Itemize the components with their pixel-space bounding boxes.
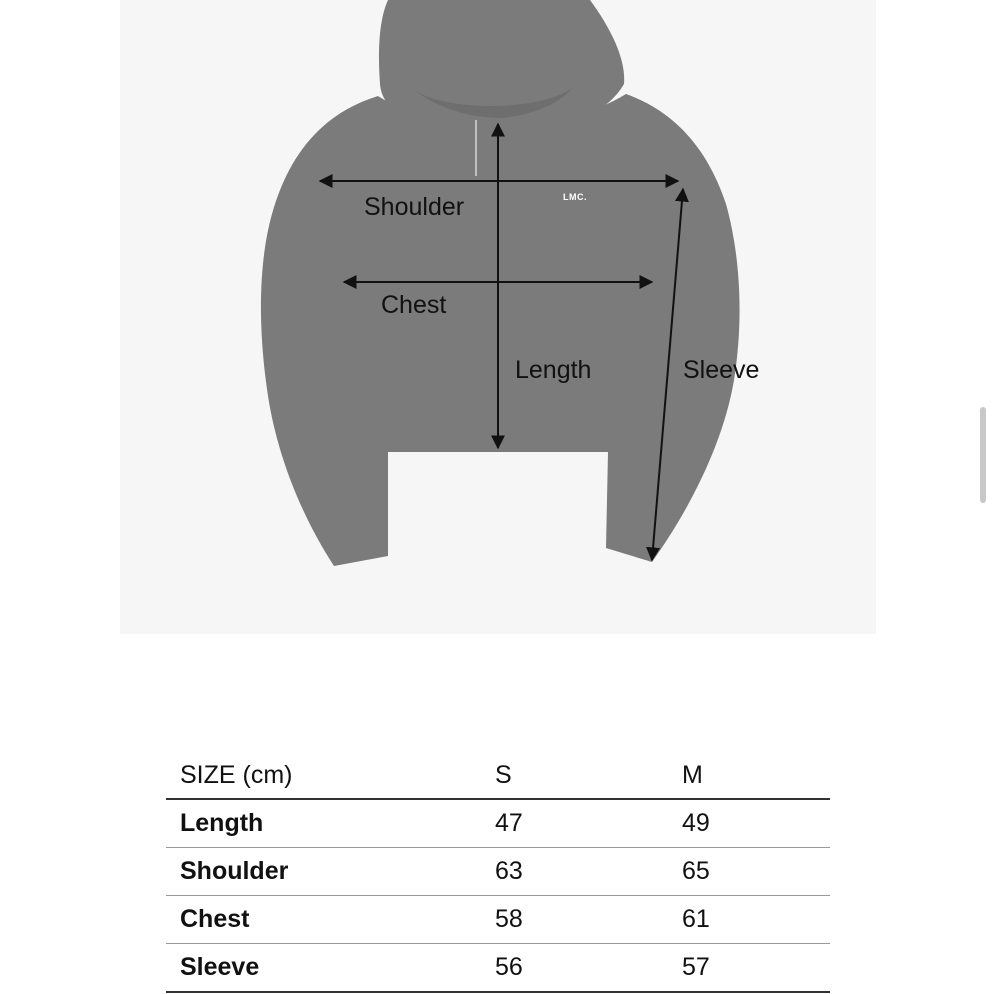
row-label: Chest [180, 905, 250, 933]
header-s: S [495, 760, 512, 789]
length-label: Length [515, 356, 592, 384]
sleeve-label: Sleeve [683, 356, 760, 384]
shoulder-label: Shoulder [364, 193, 465, 221]
header-size: SIZE (cm) [180, 760, 293, 789]
table-row [166, 848, 830, 896]
hoodie-diagram [120, 0, 876, 634]
row-label: Sleeve [180, 953, 260, 981]
row-label: Shoulder [180, 857, 289, 885]
brand-logo: LMC. [563, 192, 587, 202]
product-image [120, 0, 876, 634]
table-row [166, 799, 830, 848]
chest-label: Chest [381, 291, 447, 319]
table-header-row [166, 752, 830, 799]
cell-s: 47 [495, 809, 523, 837]
cell-s: 58 [495, 905, 523, 933]
scrollbar-thumb[interactable] [980, 407, 986, 503]
table-row [166, 896, 830, 944]
table-row [166, 944, 830, 993]
cell-m: 61 [682, 905, 710, 933]
hoodie-body [261, 94, 740, 566]
header-m: M [682, 760, 703, 789]
size-chart-table [166, 752, 830, 993]
cell-s: 63 [495, 857, 523, 885]
row-label: Length [180, 809, 264, 837]
cell-m: 57 [682, 953, 710, 981]
cell-m: 49 [682, 809, 710, 837]
cell-m: 65 [682, 857, 710, 885]
cell-s: 56 [495, 953, 523, 981]
